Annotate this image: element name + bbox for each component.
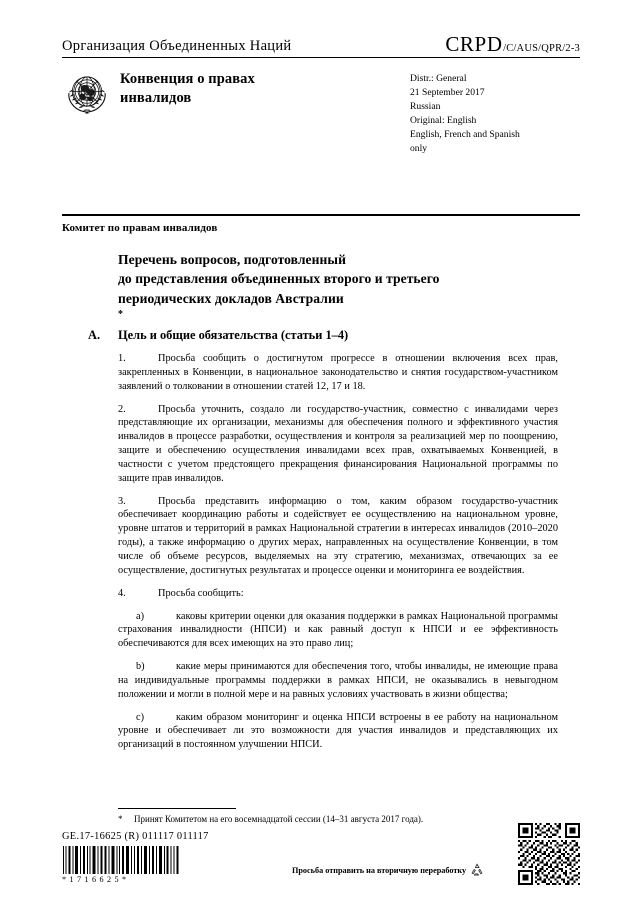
subitem-b-text: какие меры принимаются для обеспечения того, чтобы инвалиды, не имеющие права на индивидуальные программы поддержки в рамках НПСИ, не оказывались в невыгодном положении и могли в полной мере и на равных условиях участвовать в жизни общества; [118,661,558,700]
un-emblem-icon [62,70,112,117]
paragraph-4-number: 4. [118,587,126,599]
qr-code-container [518,823,580,885]
document-title-line1: Перечень вопросов, подготовленный [118,252,346,267]
masthead-bottom-rule-container [62,214,580,216]
paragraph-2 [118,403,558,486]
document-title-line3-wrap [118,289,558,322]
title-footnote-marker: * [118,308,124,320]
subitem-a-label: a) [136,610,145,622]
distr-language: Russian [410,100,441,112]
paragraph-2-number: 2. [118,403,126,415]
footnote-text: Принят Комитетом на его восемнадцатой сессии (14–31 августа 2017 года). [134,814,424,824]
paragraph-1-text: Просьба сообщить о достигнутом прогрессе в отношении включения всех прав, закрепленных в Конвенции, в национальное законодательство и снятия государством-участником заявлений о толковании в отношении статей 12, 17 и 18. [118,353,558,392]
subitem-a-text: каковы критерии оценки для оказания поддержки в рамках Национальной программы страхования инвалидности (НПСИ) и как равный доступ к НПСИ и ее эффективность обеспечиваются для всех имеющих на это право лиц; [118,610,558,650]
paragraph-1 [118,352,558,394]
distr-date: 21 September 2017 [410,86,485,98]
convention-title-line1: Конвенция о правах [120,71,255,87]
barcode-image [62,846,180,874]
footnote-separator [118,808,236,809]
footnote-marker: * [118,814,123,824]
distr-general: Distr.: General [410,73,467,84]
paragraph-1-number: 1. [118,353,126,364]
subitem-c-text: каким образом мониторинг и оценка НПСИ встроены в ее работу на национальном уровне и обеспечивает ли это возможности для участия инвалидов и представляющих их организаций в постоянном улучшении НПСИ. [118,711,558,751]
document-symbol [445,34,580,55]
distribution-block [410,68,580,155]
document-title-line3: периодических докладов Австралии [118,290,344,306]
distr-languages-note-cont: only [410,142,428,154]
recycle-text: Просьба отправить на вторичную переработку [292,865,467,875]
recycle-notice [292,862,485,878]
paragraph-4-text: Просьба сообщить: [158,587,244,599]
qr-code-image [518,823,580,885]
subitem-c-label: c) [136,711,145,723]
ge-code: GE.17-16625 (R) 011117 011117 [62,831,209,842]
paragraph-3-text: Просьба представить информацию о том, каким образом государство-участник обеспечивает координацию работы и содействует ее осуществлению на национальном уровне, уровне штатов и территорий в рамках Национальной стратегии в интересах инвалидов (2010–2020 годы), а также информацию о других мерах, направленных на осуществление Конвенции, в том числе об объеме ресурсов, выделяемых на эту стратегию, механизмах, отвечающих за ее осуществление, достигнутых результатах и процессе оценки и мониторинга ее воздействия. [118,495,558,576]
footnote [118,813,558,825]
section-title: Цель и общие обязательства (статьи 1–4) [118,328,349,342]
document-title [118,250,558,322]
section-heading [88,328,558,343]
convention-title [120,68,410,107]
subitem-a [118,610,558,652]
organization-name: Организация Объединенных Наций [62,38,292,55]
masthead [62,34,580,155]
barcode-container [62,846,182,884]
masthead-body-row [62,58,580,155]
document-symbol-suffix: /C/AUS/QPR/2-3 [503,43,580,54]
section-letter: A. [88,328,101,342]
committee-name: Комитет по правам инвалидов [62,222,218,234]
document-symbol-main: CRPD [445,32,503,56]
masthead-bottom-rule [62,214,580,216]
barcode-digits: *1716625* [62,875,130,884]
paragraph-3 [118,495,558,578]
paragraph-3-number: 3. [118,495,126,507]
subitem-b [118,660,558,702]
paragraph-4 [118,587,558,601]
masthead-top-row [62,34,580,57]
distr-languages-note: English, French and Spanish [410,128,520,140]
distr-original: Original: English [410,114,477,126]
recycle-icon [469,862,485,878]
paragraph-2-text: Просьба уточнить, создало ли государство-участник, совместно с инвалидами через представляющие их организации, механизмы для обеспечения полного и эффективного участия инвалидов в процессе разработки, осуществления и контроля за реализацией мер по поощрению, защите и обеспечению осуществления инвалидами всех прав, охватываемых Конвенцией, в частности с учетом предстоящего прекращения финансирования Национальной программы по защите прав инвалидов. [118,403,558,484]
emblem-container [62,68,120,117]
document-title-line2: до представления объединенных второго и третьего [118,271,440,287]
body-column [118,352,558,752]
convention-title-line2: инвалидов [120,89,192,106]
subitem-c [118,711,558,753]
subitem-b-label: b) [136,661,145,673]
